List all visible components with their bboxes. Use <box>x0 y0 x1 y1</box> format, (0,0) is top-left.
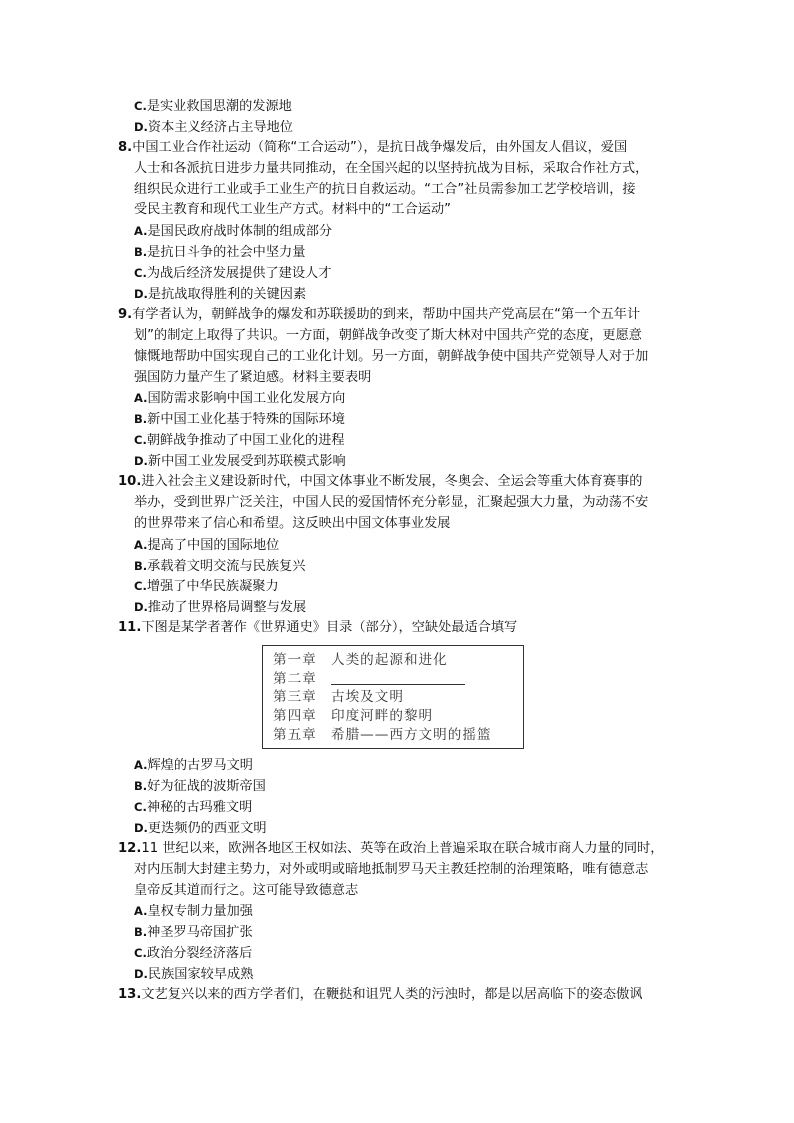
q9-option-d: D.新中国工业发展受到苏联模式影响 <box>134 454 346 470</box>
q8-option-a: A.是国民政府战时体制的组成部分 <box>134 224 333 240</box>
question-10 <box>118 472 688 618</box>
toc-row-1: 第一章 人类的起源和进化 <box>273 652 448 669</box>
q11-option-c: C.神秘的古玛雅文明 <box>134 799 253 815</box>
q9-number: 9. <box>118 306 133 322</box>
q8-stem-line-1: 8.中国工业合作社运动（简称“工合运动”），是抗日战争爆发后，由外国友人倡议，爱国 <box>118 139 628 155</box>
q8-stem-line-3: 组织民众进行工业或手工业生产的抗日自救运动。“工合”社员需参加工艺学校培训，接 <box>134 181 636 197</box>
question-11 <box>118 618 688 838</box>
q10-stem-line-2: 举办，受到世界广泛关注，中国人民的爱国情怀充分彰显，汇聚起强大力量，为动荡不安 <box>134 494 649 510</box>
q12-stem-line-1: 12.11 世纪以来，欧洲各地区王权如法、英等在政治上普遍采取在联合城市商人力量的同时， <box>118 840 664 856</box>
q8-option-c: C.为战后经济发展提供了建设人才 <box>134 266 332 282</box>
q12-option-d: D.民族国家较早成熟 <box>134 967 254 983</box>
q9-stem-line-2: 划”的制定上取得了共识。一方面，朝鲜战争改变了斯大林对中国共产党的态度，更愿意 <box>134 327 642 343</box>
q10-stem-line-1: 10.进入社会主义建设新时代，中国文体事业不断发展，冬奥会、全运会等重大体育赛事的 <box>118 474 643 490</box>
toc-row-5: 第五章 希腊——西方文明的摇篮 <box>273 726 492 743</box>
q7-options <box>118 96 688 138</box>
table-of-contents-box <box>262 645 524 749</box>
q7-option-d: D.资本主义经济占主导地位 <box>134 119 293 135</box>
q9-option-a: A.国防需求影响中国工业化发展方向 <box>134 391 346 407</box>
q10-number: 10. <box>118 474 142 490</box>
q8-number: 8. <box>118 139 133 155</box>
toc-blank-line <box>331 672 465 685</box>
q8-stem-line-2: 人士和各派抗日进步力量共同推动，在全国兴起的以坚持抗战为目标，采取合作社方式， <box>134 160 649 176</box>
q11-figure <box>118 639 688 755</box>
q8-option-b: B.是抗日斗争的社会中坚力量 <box>134 245 306 261</box>
question-12 <box>118 839 688 985</box>
toc-row-2: 第二章 <box>273 670 523 689</box>
q8-option-d: D.是抗战取得胜利的关键因素 <box>134 287 307 303</box>
q11-option-a: A.辉煌的古罗马文明 <box>134 758 253 774</box>
q9-option-c: C.朝鲜战争推动了中国工业化的进程 <box>134 433 345 449</box>
q12-stem-line-3: 皇帝反其道而行之。这可能导致德意志 <box>134 882 359 898</box>
q9-option-b: B.新中国工业化基于特殊的国际环境 <box>134 412 345 428</box>
q12-option-c: C.政治分裂经济落后 <box>134 946 253 962</box>
q9-stem-line-3: 慷慨地帮助中国实现自己的工业化计划。另一方面，朝鲜战争使中国共产党领导人对于加 <box>134 348 649 364</box>
q9-stem-line-4: 强国防力量产生了紧迫感。材料主要表明 <box>134 369 372 385</box>
toc-row-3: 第三章 古埃及文明 <box>273 689 404 706</box>
q11-option-b: B.好为征战的波斯帝国 <box>134 779 266 795</box>
q11-option-d: D.更迭频仍的西亚文明 <box>134 820 267 836</box>
q12-number: 12. <box>118 840 142 856</box>
q9-stem-line-1: 9.有学者认为，朝鲜战争的爆发和苏联援助的到来，帮助中国共产党高层在“第一个五年计 <box>118 306 641 322</box>
q13-stem-line-1: 13.文艺复兴以来的西方学者们，在鞭挞和诅咒人类的污浊时，都是以居高临下的姿态傲讽 <box>118 986 643 1002</box>
q12-option-a: A.皇权专制力量加强 <box>134 904 253 920</box>
question-13 <box>118 985 688 1006</box>
q12-option-b: B.神圣罗马帝国扩张 <box>134 925 253 941</box>
question-9 <box>118 305 688 472</box>
q11-stem-line-1: 11.下图是某学者著作《世界通史》目录（部分），空缺处最适合填写 <box>118 620 518 636</box>
q13-number: 13. <box>118 986 142 1002</box>
q7-option-c: C.是实业救国思潮的发源地 <box>134 99 292 114</box>
q10-option-b: B.承载着文明交流与民族复兴 <box>134 558 306 574</box>
exam-content <box>118 96 688 1006</box>
q10-option-c: C.增强了中华民族凝聚力 <box>134 579 279 595</box>
q10-stem-line-3: 的世界带来了信心和希望。这反映出中国文体事业发展 <box>134 515 451 531</box>
q10-option-a: A.提高了中国的国际地位 <box>134 537 280 553</box>
question-8 <box>118 138 688 305</box>
q11-number: 11. <box>118 620 142 636</box>
q12-stem-line-2: 对内压制大封建主势力，对外或明或暗地抵制罗马天主教廷控制的治理策略，唯有德意志 <box>134 861 649 877</box>
q8-stem-line-4: 受民主教育和现代工业生产方式。材料中的“工合运动” <box>134 202 451 218</box>
toc-row-4: 第四章 印度河畔的黎明 <box>273 707 434 724</box>
q10-option-d: D.推动了世界格局调整与发展 <box>134 600 307 616</box>
